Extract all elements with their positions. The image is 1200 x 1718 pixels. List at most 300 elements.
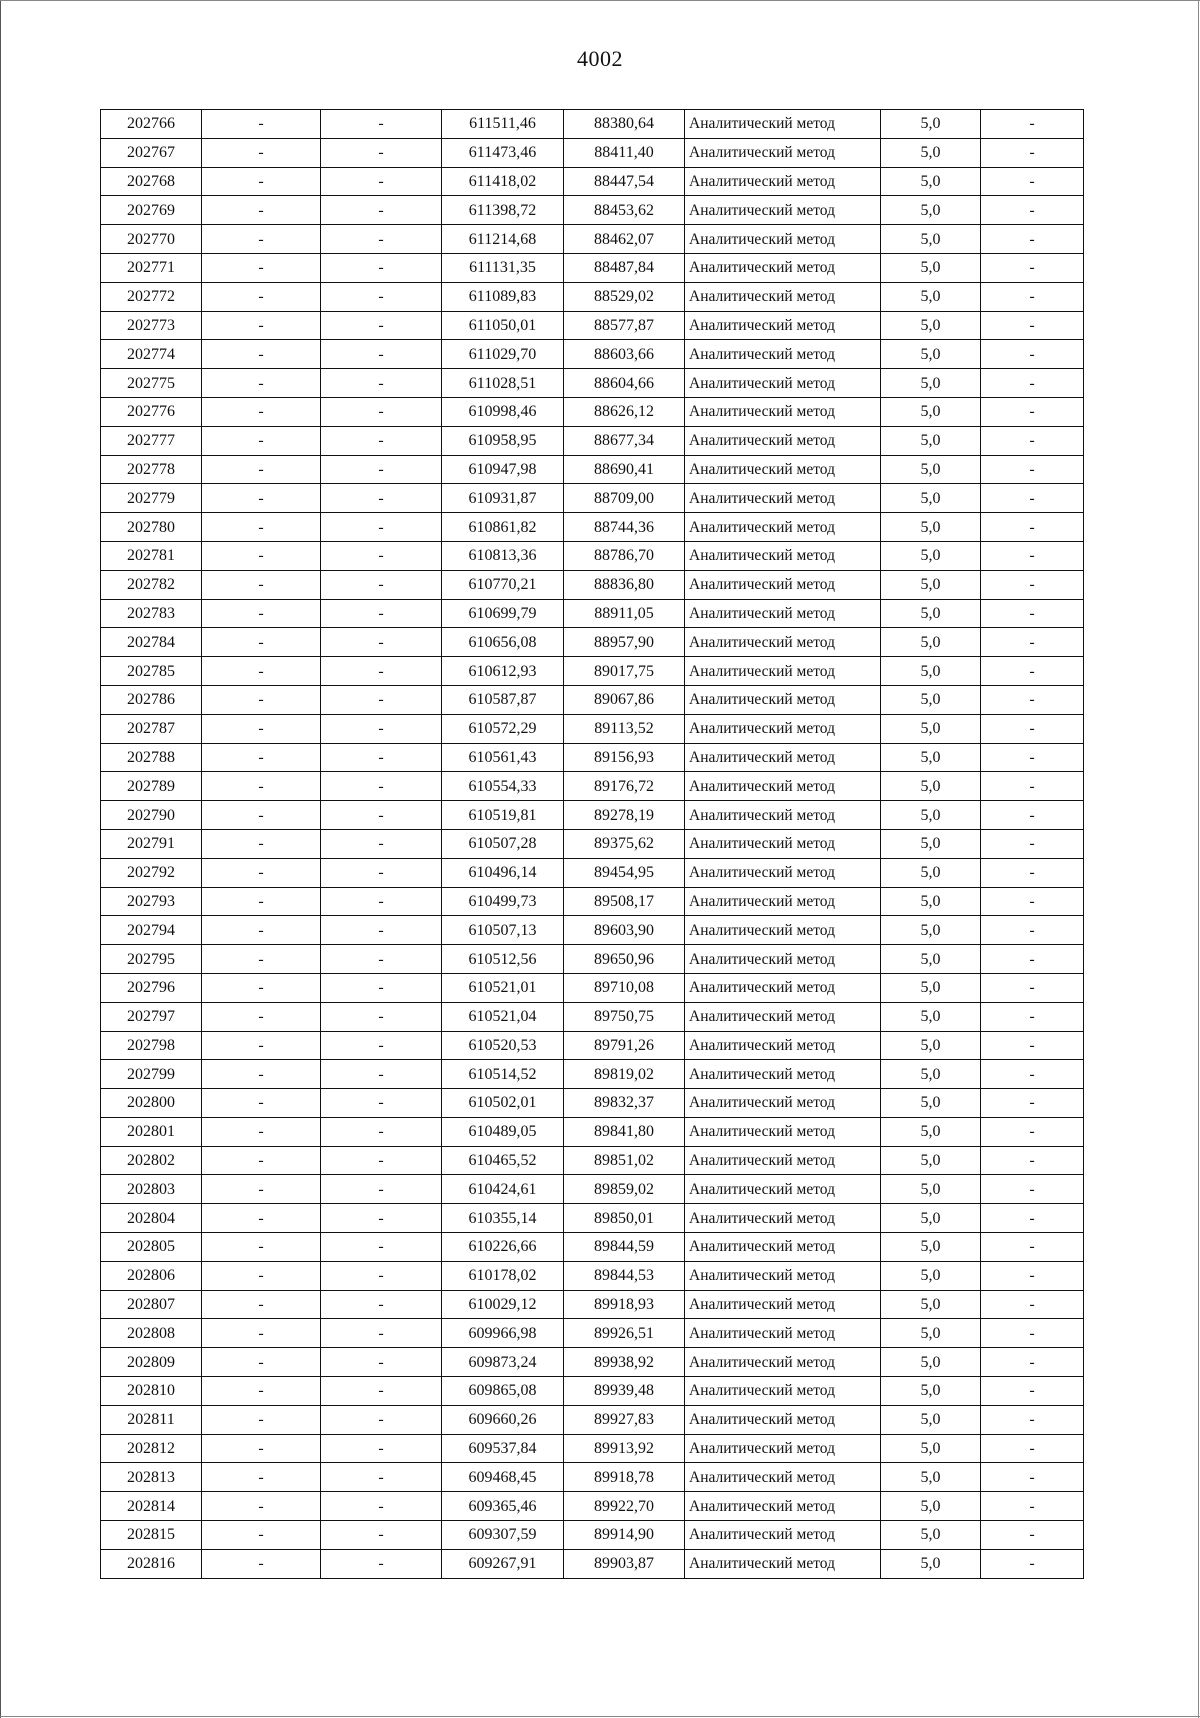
- cell-col-2: -: [202, 685, 321, 714]
- cell-col-3: -: [321, 801, 442, 830]
- cell-coord-y: 88603,66: [564, 340, 685, 369]
- cell-col-8: -: [981, 599, 1084, 628]
- table-row: [101, 685, 1084, 714]
- cell-col-2: -: [202, 426, 321, 455]
- cell-point-number: 202807: [101, 1290, 202, 1319]
- cell-col-3: -: [321, 311, 442, 340]
- cell-col-2: -: [202, 484, 321, 513]
- table-row: [101, 1290, 1084, 1319]
- cell-coord-x: 610770,21: [442, 570, 564, 599]
- cell-coord-y: 89650,96: [564, 945, 685, 974]
- cell-coord-x: 610502,01: [442, 1089, 564, 1118]
- cell-col-8: -: [981, 253, 1084, 282]
- table-row: [101, 657, 1084, 686]
- cell-coord-y: 89508,17: [564, 887, 685, 916]
- cell-point-number: 202773: [101, 311, 202, 340]
- cell-coord-y: 89375,62: [564, 829, 685, 858]
- cell-accuracy: 5,0: [881, 397, 981, 426]
- cell-method: Аналитический метод: [685, 167, 881, 196]
- page-border-bottom: [0, 1716, 1200, 1717]
- cell-col-3: -: [321, 196, 442, 225]
- cell-col-8: -: [981, 196, 1084, 225]
- table-body: [101, 110, 1084, 1579]
- cell-method: Аналитический метод: [685, 541, 881, 570]
- table-row: [101, 1146, 1084, 1175]
- cell-coord-y: 89922,70: [564, 1492, 685, 1521]
- cell-method: Аналитический метод: [685, 455, 881, 484]
- cell-col-3: -: [321, 455, 442, 484]
- cell-method: Аналитический метод: [685, 1463, 881, 1492]
- cell-point-number: 202778: [101, 455, 202, 484]
- cell-point-number: 202776: [101, 397, 202, 426]
- cell-method: Аналитический метод: [685, 714, 881, 743]
- cell-col-3: -: [321, 1233, 442, 1262]
- cell-method: Аналитический метод: [685, 1377, 881, 1406]
- table-row: [101, 1492, 1084, 1521]
- cell-accuracy: 5,0: [881, 138, 981, 167]
- cell-col-8: -: [981, 743, 1084, 772]
- cell-accuracy: 5,0: [881, 196, 981, 225]
- table-row: [101, 110, 1084, 139]
- cell-coord-y: 88786,70: [564, 541, 685, 570]
- cell-col-2: -: [202, 1405, 321, 1434]
- cell-coord-x: 610612,93: [442, 657, 564, 686]
- cell-col-8: -: [981, 1521, 1084, 1550]
- cell-col-2: -: [202, 1117, 321, 1146]
- cell-col-2: -: [202, 1089, 321, 1118]
- cell-col-8: -: [981, 714, 1084, 743]
- cell-col-3: -: [321, 1319, 442, 1348]
- cell-col-8: -: [981, 167, 1084, 196]
- cell-point-number: 202801: [101, 1117, 202, 1146]
- cell-col-2: -: [202, 397, 321, 426]
- cell-coord-x: 610507,28: [442, 829, 564, 858]
- cell-accuracy: 5,0: [881, 1405, 981, 1434]
- cell-coord-y: 89938,92: [564, 1348, 685, 1377]
- cell-point-number: 202780: [101, 513, 202, 542]
- cell-point-number: 202766: [101, 110, 202, 139]
- cell-method: Аналитический метод: [685, 282, 881, 311]
- cell-col-3: -: [321, 282, 442, 311]
- cell-coord-x: 611418,02: [442, 167, 564, 196]
- cell-accuracy: 5,0: [881, 1233, 981, 1262]
- cell-col-8: -: [981, 311, 1084, 340]
- cell-col-2: -: [202, 1521, 321, 1550]
- cell-accuracy: 5,0: [881, 599, 981, 628]
- cell-coord-y: 89939,48: [564, 1377, 685, 1406]
- table-row: [101, 369, 1084, 398]
- cell-accuracy: 5,0: [881, 340, 981, 369]
- cell-col-3: -: [321, 369, 442, 398]
- cell-col-2: -: [202, 1348, 321, 1377]
- cell-col-3: -: [321, 1204, 442, 1233]
- cell-col-3: -: [321, 599, 442, 628]
- table-row: [101, 628, 1084, 657]
- cell-coord-x: 610947,98: [442, 455, 564, 484]
- cell-coord-y: 88411,40: [564, 138, 685, 167]
- table-row: [101, 311, 1084, 340]
- cell-method: Аналитический метод: [685, 196, 881, 225]
- cell-coord-y: 89603,90: [564, 916, 685, 945]
- table-row: [101, 340, 1084, 369]
- table-row: [101, 1175, 1084, 1204]
- cell-coord-y: 89832,37: [564, 1089, 685, 1118]
- cell-point-number: 202805: [101, 1233, 202, 1262]
- cell-point-number: 202815: [101, 1521, 202, 1550]
- cell-coord-y: 88604,66: [564, 369, 685, 398]
- cell-accuracy: 5,0: [881, 714, 981, 743]
- cell-coord-y: 89927,83: [564, 1405, 685, 1434]
- cell-method: Аналитический метод: [685, 1549, 881, 1578]
- cell-method: Аналитический метод: [685, 1060, 881, 1089]
- cell-coord-x: 609365,46: [442, 1492, 564, 1521]
- cell-point-number: 202800: [101, 1089, 202, 1118]
- cell-col-3: -: [321, 1463, 442, 1492]
- cell-coord-x: 610355,14: [442, 1204, 564, 1233]
- cell-coord-y: 89819,02: [564, 1060, 685, 1089]
- cell-coord-x: 610226,66: [442, 1233, 564, 1262]
- cell-coord-x: 610499,73: [442, 887, 564, 916]
- table-row: [101, 138, 1084, 167]
- cell-method: Аналитический метод: [685, 225, 881, 254]
- cell-col-8: -: [981, 1348, 1084, 1377]
- cell-col-3: -: [321, 772, 442, 801]
- cell-coord-x: 609537,84: [442, 1434, 564, 1463]
- table-row: [101, 887, 1084, 916]
- cell-coord-x: 610465,52: [442, 1146, 564, 1175]
- cell-method: Аналитический метод: [685, 1405, 881, 1434]
- cell-point-number: 202813: [101, 1463, 202, 1492]
- cell-coord-x: 611028,51: [442, 369, 564, 398]
- cell-col-2: -: [202, 282, 321, 311]
- cell-accuracy: 5,0: [881, 801, 981, 830]
- cell-accuracy: 5,0: [881, 1463, 981, 1492]
- cell-point-number: 202797: [101, 1002, 202, 1031]
- cell-coord-y: 89844,53: [564, 1261, 685, 1290]
- table-row: [101, 1348, 1084, 1377]
- cell-coord-x: 610489,05: [442, 1117, 564, 1146]
- cell-col-2: -: [202, 887, 321, 916]
- cell-coord-y: 89017,75: [564, 657, 685, 686]
- cell-coord-y: 88744,36: [564, 513, 685, 542]
- cell-coord-y: 89710,08: [564, 973, 685, 1002]
- cell-coord-y: 89918,78: [564, 1463, 685, 1492]
- cell-accuracy: 5,0: [881, 282, 981, 311]
- cell-point-number: 202795: [101, 945, 202, 974]
- cell-coord-x: 610521,01: [442, 973, 564, 1002]
- cell-coord-x: 609966,98: [442, 1319, 564, 1348]
- cell-coord-x: 611398,72: [442, 196, 564, 225]
- cell-col-3: -: [321, 1060, 442, 1089]
- cell-col-2: -: [202, 1492, 321, 1521]
- cell-accuracy: 5,0: [881, 110, 981, 139]
- cell-col-2: -: [202, 657, 321, 686]
- cell-col-2: -: [202, 628, 321, 657]
- table-row: [101, 1549, 1084, 1578]
- cell-coord-x: 610521,04: [442, 1002, 564, 1031]
- cell-col-2: -: [202, 455, 321, 484]
- cell-coord-y: 88836,80: [564, 570, 685, 599]
- table-row: [101, 772, 1084, 801]
- cell-point-number: 202786: [101, 685, 202, 714]
- cell-point-number: 202802: [101, 1146, 202, 1175]
- cell-method: Аналитический метод: [685, 570, 881, 599]
- cell-col-8: -: [981, 282, 1084, 311]
- cell-point-number: 202796: [101, 973, 202, 1002]
- cell-col-3: -: [321, 484, 442, 513]
- cell-accuracy: 5,0: [881, 945, 981, 974]
- cell-col-8: -: [981, 369, 1084, 398]
- cell-col-2: -: [202, 599, 321, 628]
- coordinates-table: [100, 109, 1084, 1579]
- cell-col-8: -: [981, 945, 1084, 974]
- cell-method: Аналитический метод: [685, 1031, 881, 1060]
- cell-col-3: -: [321, 1348, 442, 1377]
- cell-col-8: -: [981, 801, 1084, 830]
- cell-coord-x: 609307,59: [442, 1521, 564, 1550]
- cell-point-number: 202781: [101, 541, 202, 570]
- table-row: [101, 196, 1084, 225]
- cell-col-8: -: [981, 858, 1084, 887]
- cell-col-8: -: [981, 1434, 1084, 1463]
- cell-col-8: -: [981, 340, 1084, 369]
- cell-method: Аналитический метод: [685, 1204, 881, 1233]
- cell-method: Аналитический метод: [685, 397, 881, 426]
- cell-coord-y: 88529,02: [564, 282, 685, 311]
- cell-col-3: -: [321, 1175, 442, 1204]
- cell-col-3: -: [321, 397, 442, 426]
- cell-col-2: -: [202, 1175, 321, 1204]
- cell-coord-y: 88447,54: [564, 167, 685, 196]
- cell-col-8: -: [981, 541, 1084, 570]
- table-row: [101, 1319, 1084, 1348]
- table-row: [101, 801, 1084, 830]
- page-border-right: [1198, 0, 1199, 1718]
- cell-point-number: 202769: [101, 196, 202, 225]
- cell-accuracy: 5,0: [881, 484, 981, 513]
- cell-col-2: -: [202, 772, 321, 801]
- cell-col-8: -: [981, 829, 1084, 858]
- cell-method: Аналитический метод: [685, 772, 881, 801]
- cell-method: Аналитический метод: [685, 916, 881, 945]
- cell-coord-y: 88911,05: [564, 599, 685, 628]
- cell-col-3: -: [321, 138, 442, 167]
- cell-col-3: -: [321, 1089, 442, 1118]
- cell-col-8: -: [981, 1290, 1084, 1319]
- cell-method: Аналитический метод: [685, 973, 881, 1002]
- cell-coord-x: 611473,46: [442, 138, 564, 167]
- cell-accuracy: 5,0: [881, 225, 981, 254]
- cell-accuracy: 5,0: [881, 772, 981, 801]
- cell-method: Аналитический метод: [685, 599, 881, 628]
- cell-coord-x: 611511,46: [442, 110, 564, 139]
- cell-col-2: -: [202, 945, 321, 974]
- cell-col-3: -: [321, 1492, 442, 1521]
- cell-point-number: 202772: [101, 282, 202, 311]
- cell-coord-x: 611131,35: [442, 253, 564, 282]
- cell-coord-x: 610507,13: [442, 916, 564, 945]
- table-row: [101, 397, 1084, 426]
- cell-point-number: 202777: [101, 426, 202, 455]
- cell-point-number: 202794: [101, 916, 202, 945]
- cell-col-8: -: [981, 1405, 1084, 1434]
- cell-point-number: 202811: [101, 1405, 202, 1434]
- cell-coord-x: 610813,36: [442, 541, 564, 570]
- cell-coord-y: 89278,19: [564, 801, 685, 830]
- cell-accuracy: 5,0: [881, 628, 981, 657]
- cell-col-8: -: [981, 1463, 1084, 1492]
- cell-col-8: -: [981, 1492, 1084, 1521]
- cell-col-2: -: [202, 311, 321, 340]
- cell-col-2: -: [202, 167, 321, 196]
- cell-coord-x: 609873,24: [442, 1348, 564, 1377]
- cell-col-8: -: [981, 1089, 1084, 1118]
- cell-method: Аналитический метод: [685, 1146, 881, 1175]
- cell-accuracy: 5,0: [881, 1060, 981, 1089]
- cell-col-2: -: [202, 916, 321, 945]
- cell-coord-y: 89113,52: [564, 714, 685, 743]
- cell-coord-y: 89156,93: [564, 743, 685, 772]
- cell-method: Аналитический метод: [685, 253, 881, 282]
- cell-col-2: -: [202, 1204, 321, 1233]
- cell-method: Аналитический метод: [685, 801, 881, 830]
- cell-col-3: -: [321, 916, 442, 945]
- cell-method: Аналитический метод: [685, 1492, 881, 1521]
- cell-method: Аналитический метод: [685, 369, 881, 398]
- cell-col-3: -: [321, 570, 442, 599]
- cell-method: Аналитический метод: [685, 1434, 881, 1463]
- cell-coord-y: 88690,41: [564, 455, 685, 484]
- cell-col-8: -: [981, 1377, 1084, 1406]
- cell-accuracy: 5,0: [881, 858, 981, 887]
- table-row: [101, 1521, 1084, 1550]
- cell-accuracy: 5,0: [881, 1204, 981, 1233]
- cell-col-2: -: [202, 858, 321, 887]
- cell-method: Аналитический метод: [685, 340, 881, 369]
- cell-method: Аналитический метод: [685, 945, 881, 974]
- cell-col-8: -: [981, 1261, 1084, 1290]
- cell-col-8: -: [981, 887, 1084, 916]
- cell-col-2: -: [202, 196, 321, 225]
- table-row: [101, 1117, 1084, 1146]
- cell-col-8: -: [981, 426, 1084, 455]
- cell-col-2: -: [202, 1319, 321, 1348]
- cell-method: Аналитический метод: [685, 138, 881, 167]
- cell-accuracy: 5,0: [881, 1117, 981, 1146]
- cell-col-2: -: [202, 829, 321, 858]
- cell-col-8: -: [981, 484, 1084, 513]
- table-row: [101, 167, 1084, 196]
- cell-coord-y: 89903,87: [564, 1549, 685, 1578]
- cell-method: Аналитический метод: [685, 426, 881, 455]
- cell-col-8: -: [981, 1204, 1084, 1233]
- cell-coord-y: 89841,80: [564, 1117, 685, 1146]
- cell-col-3: -: [321, 1146, 442, 1175]
- cell-accuracy: 5,0: [881, 685, 981, 714]
- cell-accuracy: 5,0: [881, 1002, 981, 1031]
- cell-col-8: -: [981, 1002, 1084, 1031]
- page-number: 4002: [577, 46, 623, 71]
- cell-col-8: -: [981, 397, 1084, 426]
- cell-accuracy: 5,0: [881, 743, 981, 772]
- cell-col-8: -: [981, 1060, 1084, 1089]
- cell-point-number: 202775: [101, 369, 202, 398]
- cell-coord-y: 88709,00: [564, 484, 685, 513]
- cell-col-2: -: [202, 253, 321, 282]
- table-row: [101, 714, 1084, 743]
- table-row: [101, 858, 1084, 887]
- cell-accuracy: 5,0: [881, 887, 981, 916]
- cell-point-number: 202790: [101, 801, 202, 830]
- cell-method: Аналитический метод: [685, 829, 881, 858]
- cell-method: Аналитический метод: [685, 1089, 881, 1118]
- cell-col-3: -: [321, 513, 442, 542]
- cell-point-number: 202799: [101, 1060, 202, 1089]
- cell-col-3: -: [321, 541, 442, 570]
- cell-col-8: -: [981, 1319, 1084, 1348]
- cell-col-2: -: [202, 714, 321, 743]
- cell-point-number: 202809: [101, 1348, 202, 1377]
- table-row: [101, 541, 1084, 570]
- cell-method: Аналитический метод: [685, 311, 881, 340]
- cell-coord-x: 610861,82: [442, 513, 564, 542]
- cell-point-number: 202767: [101, 138, 202, 167]
- cell-coord-x: 610931,87: [442, 484, 564, 513]
- cell-col-3: -: [321, 743, 442, 772]
- cell-col-8: -: [981, 570, 1084, 599]
- table-row: [101, 1060, 1084, 1089]
- cell-coord-x: 610587,87: [442, 685, 564, 714]
- table-row: [101, 513, 1084, 542]
- cell-point-number: 202816: [101, 1549, 202, 1578]
- cell-col-8: -: [981, 1549, 1084, 1578]
- table-row: [101, 829, 1084, 858]
- cell-method: Аналитический метод: [685, 1175, 881, 1204]
- cell-col-3: -: [321, 340, 442, 369]
- cell-method: Аналитический метод: [685, 513, 881, 542]
- cell-col-2: -: [202, 513, 321, 542]
- cell-col-8: -: [981, 685, 1084, 714]
- cell-coord-y: 88462,07: [564, 225, 685, 254]
- cell-point-number: 202783: [101, 599, 202, 628]
- cell-col-3: -: [321, 887, 442, 916]
- cell-col-2: -: [202, 1233, 321, 1262]
- cell-col-8: -: [981, 225, 1084, 254]
- cell-method: Аналитический метод: [685, 1348, 881, 1377]
- cell-point-number: 202806: [101, 1261, 202, 1290]
- cell-accuracy: 5,0: [881, 1434, 981, 1463]
- table-row: [101, 426, 1084, 455]
- cell-method: Аналитический метод: [685, 1319, 881, 1348]
- cell-accuracy: 5,0: [881, 455, 981, 484]
- cell-coord-y: 89067,86: [564, 685, 685, 714]
- cell-col-2: -: [202, 1031, 321, 1060]
- page-border-top: [0, 0, 1200, 1]
- cell-col-3: -: [321, 1549, 442, 1578]
- cell-accuracy: 5,0: [881, 1492, 981, 1521]
- table-row: [101, 973, 1084, 1002]
- cell-method: Аналитический метод: [685, 685, 881, 714]
- cell-coord-y: 89914,90: [564, 1521, 685, 1550]
- cell-point-number: 202770: [101, 225, 202, 254]
- table-row: [101, 945, 1084, 974]
- cell-accuracy: 5,0: [881, 1031, 981, 1060]
- cell-coord-y: 88677,34: [564, 426, 685, 455]
- cell-coord-x: 610998,46: [442, 397, 564, 426]
- table-row: [101, 570, 1084, 599]
- table-row: [101, 1089, 1084, 1118]
- cell-point-number: 202792: [101, 858, 202, 887]
